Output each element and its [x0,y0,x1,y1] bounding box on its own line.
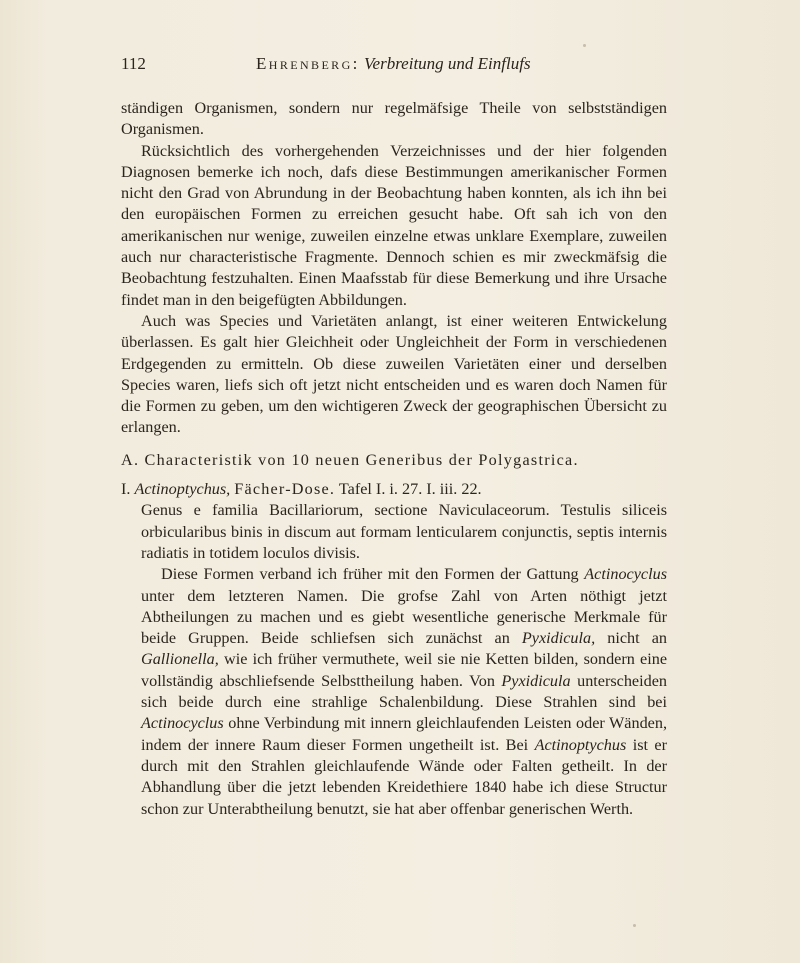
genus-ref-pyxidicula: Pyxidicula [501,671,571,690]
running-title-author: Ehrenberg: [256,54,360,73]
page-number: 112 [121,54,146,73]
entry-number: I. [121,480,131,499]
genus-ref-actinocyclus: Actinocyclus [141,714,224,733]
discussion-text: ohne Verbindung mit innern gleichlaufenden Leisten oder Wänden, indem der innere Raum dieser Formen ungetheilt ist. Bei [141,714,668,754]
latin-diagnosis: Genus e familia Bacillariorum, sectione Naviculaceorum. Testulis siliceis orbicularibus binis in discum aut formam lenticularem conjunctis, septis internis radiatis in totidem loculos divisis. [141,501,667,562]
discussion-text: unter dem letzteren Namen. Die grofse Zahl von Arten nöthigt jetzt Abtheilungen zu machen und es giebt wesentliche generische Merkmale für beide Gruppen. Beide schliefsen sich zunächst an [141,586,667,648]
genus-ref-gallionella: Gallionella, [141,650,219,669]
common-name: Fächer-Dose. [234,480,336,499]
discussion-text: Diese Formen verband ich früher mit den Formen der Gattung [161,565,579,584]
paragraph-continuation: ständigen Organismen, sondern nur regelmäfsige Theile von selbstständigen Organismen. [121,99,667,139]
genus-discussion [141,564,667,820]
genus-ref-actinocyclus: Actinocyclus [584,565,667,584]
genus-entry-heading [121,479,667,500]
genus-ref-actinoptychus: Actinoptychus [534,735,627,754]
discussion-text: nicht an [607,629,668,648]
body-text [121,98,667,820]
discussion-text: ist er durch mit den Strahlen gleichlaufende Wände oder Falten getheilt. In der Abhandlung über die jetzt lebenden Kreidethiere 1840 habe ich diese Structur schon zur Unterabtheilung benutzt, sie hat aber offenbar generischen Werth. [141,735,667,818]
paper-speck [583,44,586,47]
paragraph-species-note: Auch was Species und Varietäten anlangt, ist einer weiteren Entwickelung überlassen. Es galt hier Gleichheit oder Ungleichheit der Form in verschiedenen Erdgegenden zu ermitteln. Ob diese zuweilen Varietäten einer und derselben Species waren, liefs sich oft jetzt nicht entscheiden und es waren doch Namen für die Formen zu geben, um den wichtigeren Zweck der geographischen Übersicht zu erlangen. [121,311,667,437]
genus-name: Actinoptychus, [134,480,231,499]
paper-speck [633,924,636,927]
genus-entry-body [121,500,667,819]
genus-ref-pyxidicula: Pyxidicula, [521,629,596,648]
discussion-text: wie ich früher vermuthete, weil sie nie Ketten bilden, sondern eine vollständig abschliefsende Selbsttheilung haben. Von [141,650,668,690]
plate-reference: Tafel I. i. 27. I. iii. 22. [338,480,482,499]
section-heading: A. Characteristik von 10 neuen Generibus der Polygastrica. [121,450,579,469]
discussion-text: unterscheiden sich beide durch eine strahlige Schalenbildung. Diese Strahlen sind bei [141,671,667,712]
running-header [121,54,666,78]
running-title [256,54,531,74]
running-title-subtitle: Verbreitung und Einflufs [364,54,531,73]
paragraph-diagnoses-note: Rücksichtlich des vorhergehenden Verzeichnisses und der hier folgenden Diagnosen bemerke ich noch, dafs diese Bestimmungen amerikanischer Formen nicht den Grad von Abrundung in der Beobachtung haben konnten, als ich ihn bei den europäischen Formen zu erreichen gesucht habe. Oft sah ich von den amerikanischen nur wenige, zuweilen einzelne etwas unklare Exemplare, zuweilen auch nur characteristische Fragmente. Dennoch schien es mir zweckmäfsig die Beobachtung festzuhalten. Einen Maafsstab für diese Bemerkung und ihre Ursache findet man in den beigefügten Abbildungen. [121,141,667,309]
